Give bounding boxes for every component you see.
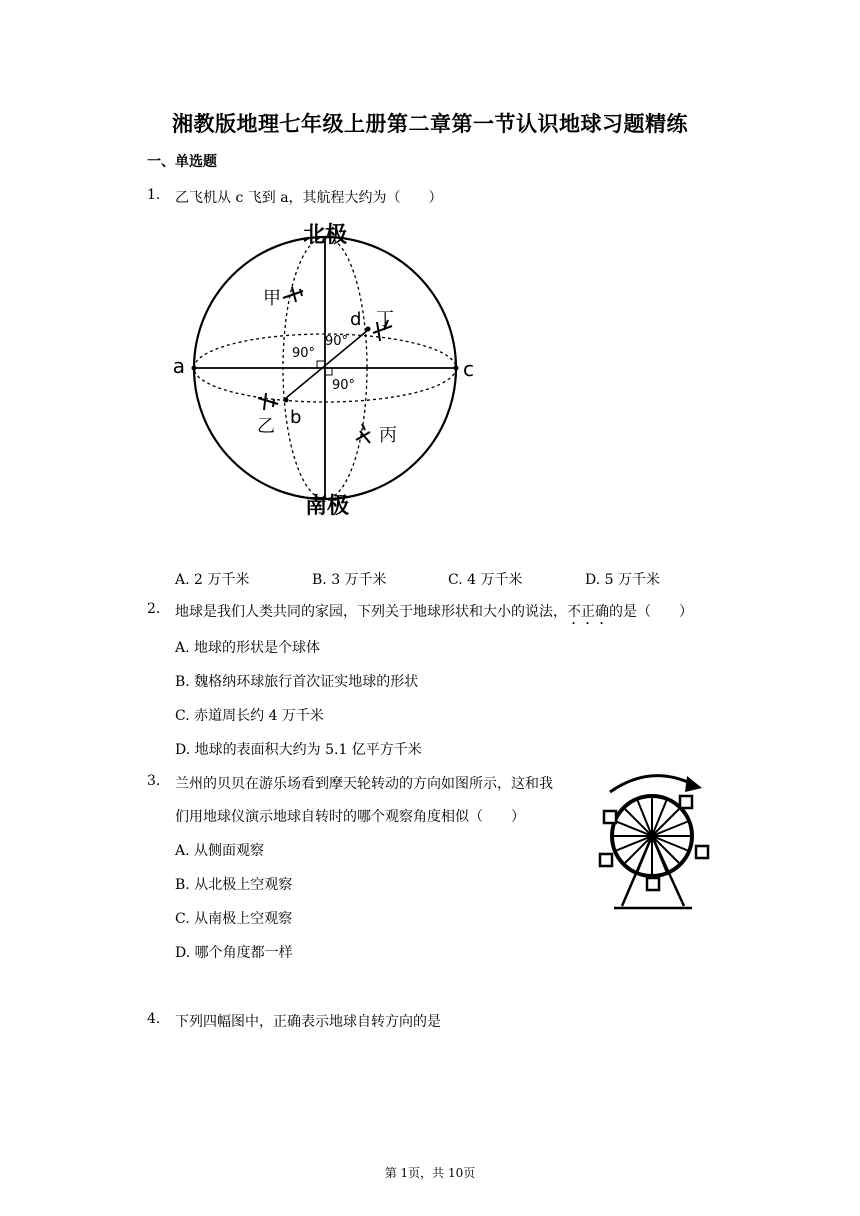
question-1-option-c: C. 4 万千米 (448, 572, 523, 588)
label-ding: 丁 (376, 309, 394, 330)
point-c (454, 366, 459, 371)
label-bing: 丙 (379, 425, 397, 446)
plane-yi-icon (258, 393, 278, 410)
cabin-icon (647, 878, 659, 890)
globe-diagram (170, 218, 500, 523)
page-title: 湘教版地理七年级上册第二章第一节认识地球习题精练 (172, 112, 688, 136)
question-2-text (175, 601, 693, 628)
question-3-option-a: A. 从侧面观察 (175, 843, 265, 859)
angle-label: 90° (325, 334, 349, 349)
label-yi: 乙 (257, 416, 275, 437)
north-pole-label: 北极 (302, 223, 348, 248)
question-1-option-b: B. 3 万千米 (312, 572, 387, 588)
question-2-option-d: D. 地球的表面积大约为 5.1 亿平方千米 (175, 742, 422, 758)
cabin-icon (600, 854, 612, 866)
question-2-number: 2. (147, 601, 161, 617)
plane-jia-icon (283, 287, 303, 302)
question-2-text-part: 的是（ ） (609, 604, 693, 620)
question-1-option-a: A. 2 万千米 (175, 572, 250, 588)
south-pole-label: 南极 (304, 494, 350, 519)
question-2-option-b: B. 魏格纳环球旅行首次证实地球的形状 (175, 674, 419, 690)
label-jia: 甲 (263, 288, 281, 309)
label-a: a (172, 354, 185, 378)
question-3-number: 3. (147, 773, 161, 789)
cabin-icon (680, 796, 692, 808)
question-4-number: 4. (147, 1011, 161, 1027)
point-d (366, 327, 371, 332)
point-b (284, 398, 289, 403)
point-a (192, 366, 197, 371)
question-1-number: 1. (147, 187, 161, 203)
label-d: d (350, 309, 362, 330)
question-3-option-c: C. 从南极上空观察 (175, 911, 293, 927)
section-heading: 一、单选题 (147, 154, 217, 170)
question-3-option-d: D. 哪个角度都一样 (175, 945, 293, 961)
question-3-text-line2: 们用地球仪演示地球自转时的哪个观察角度相似（ ） (175, 809, 525, 825)
question-3-text-line1: 兰州的贝贝在游乐场看到摩天轮转动的方向如图所示，这和我 (175, 776, 553, 792)
ferris-wheel-diagram (592, 766, 722, 914)
label-c: c (463, 357, 474, 381)
right-angle-mark (325, 368, 332, 375)
question-3-option-b: B. 从北极上空观察 (175, 877, 293, 893)
question-1-option-d: D. 5 万千米 (585, 572, 660, 588)
question-2-option-c: C. 赤道周长约 4 万千米 (175, 708, 324, 724)
label-b: b (290, 407, 302, 428)
question-1-text: 乙飞机从 c 飞到 a，其航程大约为（ ） (175, 190, 443, 206)
rotation-arc (610, 776, 692, 792)
question-4-text: 下列四幅图中，正确表示地球自转方向的是 (175, 1014, 441, 1030)
cabin-icon (696, 846, 708, 858)
angle-label: 90° (332, 378, 356, 393)
question-2-text-part: 地球是我们人类共同的家园，下列关于地球形状和大小的说法， (175, 604, 567, 620)
question-2-option-a: A. 地球的形状是个球体 (175, 640, 321, 656)
angle-label: 90° (292, 346, 316, 361)
rotation-arrow-icon (685, 776, 702, 792)
plane-bing-icon (356, 424, 370, 443)
cabin-icon (604, 811, 616, 823)
page-footer: 第 1页，共 10页 (384, 1166, 476, 1180)
question-2-emphasis: 不正确 (567, 604, 609, 620)
